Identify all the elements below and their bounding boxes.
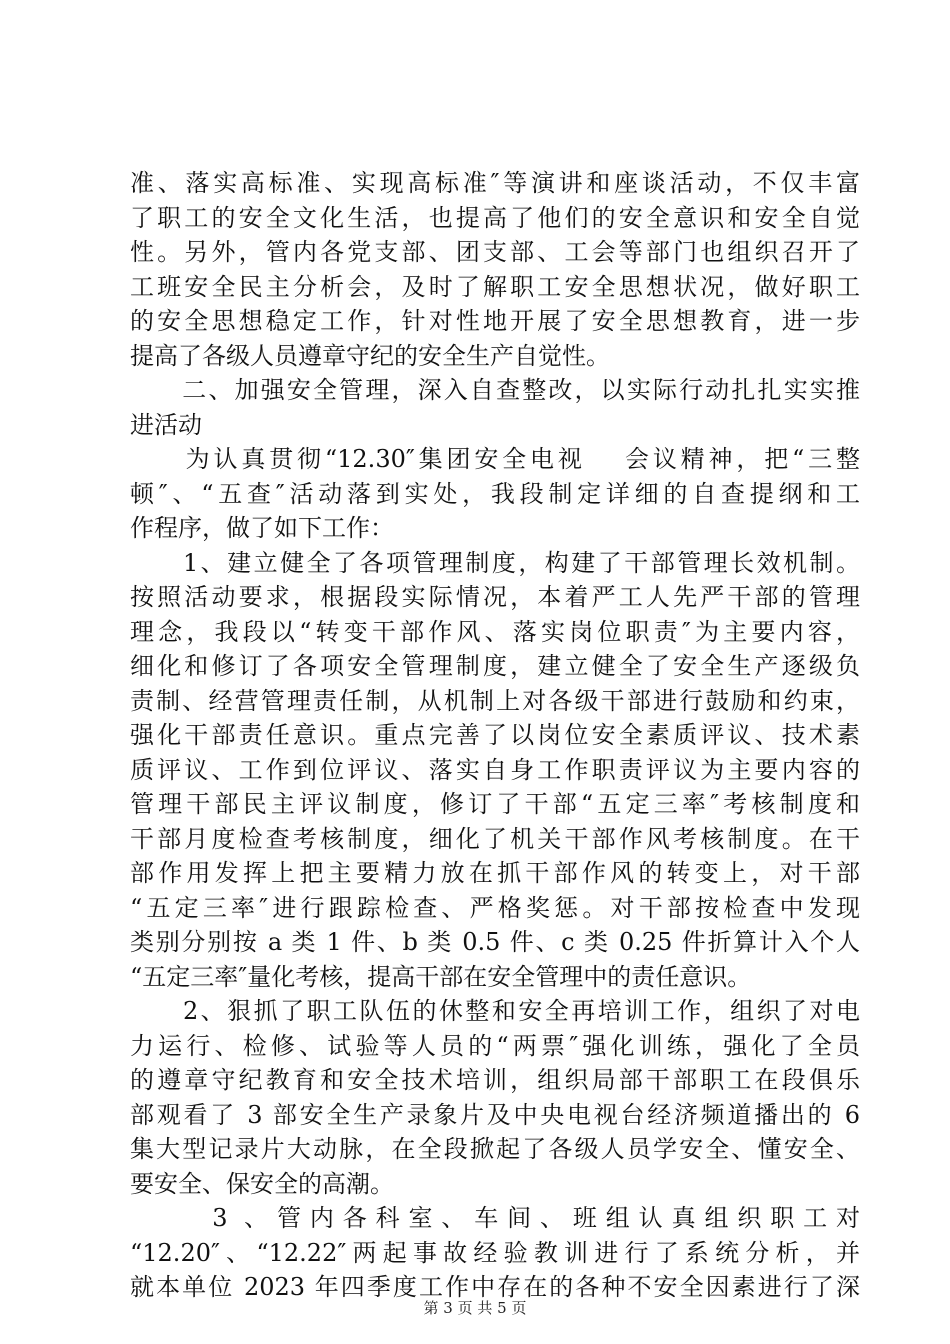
text-line: 作程序，做了如下工作： (130, 514, 394, 542)
text-line: 进活动 (130, 410, 202, 439)
text-line: 3 、管内各科室、车间、班组认真组织职工对 (130, 1204, 860, 1232)
page-footer: 第 3 页 共 5 页 (423, 1299, 527, 1317)
text-line: 准、落实高标准、实现高标准″等演讲和座谈活动，不仅丰富 (130, 169, 860, 197)
text-line: 质评议、工作到位评议、落实自身工作职责评议为主要内容的 (130, 755, 860, 784)
text-line: “12.20″、“12.22″两起事故经验教训进行了系统分析，并 (130, 1238, 860, 1267)
text-line: 提高了各级人员遵章守纪的安全生产自觉性。 (130, 341, 610, 370)
text-line: 为认真贯彻“12.30″集团安全电视 会议精神，把“三整 (130, 445, 860, 473)
text-line: 性。另外，管内各党支部、团支部、工会等部门也组织召开了 (130, 238, 860, 266)
text-line: 顿″、“五查″活动落到实处，我段制定详细的自查提纲和工 (130, 479, 860, 508)
text-line: 就本单位 2023 年四季度工作中存在的各种不安全因素进行了深 (130, 1273, 860, 1301)
text-line: 二、加强安全管理，深入自查整改，以实际行动扎扎实实推 (130, 376, 860, 404)
text-line: 的遵章守纪教育和安全技术培训，组织局部干部职工在段俱乐 (130, 1066, 860, 1094)
text-line: 类别分别按 a 类 1 件、b 类 0.5 件、c 类 0.25 件折算计入个人 (130, 928, 860, 956)
text-line: 1、建立健全了各项管理制度，构建了干部管理长效机制。 (130, 548, 860, 577)
text-line: 部作用发挥上把主要精力放在抓干部作风的转变上，对干部 (130, 859, 860, 887)
text-line: 2、狠抓了职工队伍的休整和安全再培训工作，组织了对电 (130, 997, 860, 1025)
text-line: “五定三率″量化考核，提高干部在安全管理中的责任意识。 (130, 962, 752, 991)
text-line: 力运行、检修、试验等人员的“两票″强化训练，强化了全员 (130, 1031, 860, 1060)
text-line: 的安全思想稳定工作，针对性地开展了安全思想教育，进一步 (130, 307, 860, 335)
text-line: 强化干部责任意识。重点完善了以岗位安全素质评议、技术素 (130, 721, 860, 749)
text-line: 了职工的安全文化生活，也提高了他们的安全意识和安全自觉 (130, 203, 860, 232)
text-line: 按照活动要求，根据段实际情况，本着严工人先严干部的管理 (130, 583, 860, 611)
text-line: 理念，我段以“转变干部作风、落实岗位职责″为主要内容， (130, 617, 860, 646)
text-line: 干部月度检查考核制度，细化了机关干部作风考核制度。在干 (130, 824, 860, 853)
body-text (130, 166, 860, 1305)
text-line: 工班安全民主分析会，及时了解职工安全思想状况，做好职工 (130, 272, 860, 301)
text-line: 管理干部民主评议制度，修订了干部“五定三率″考核制度和 (130, 790, 860, 818)
text-line: 集大型记录片大动脉，在全段掀起了各级人员学安全、懂安全、 (130, 1135, 860, 1163)
text-line: 部观看了 3 部安全生产录象片及中央电视台经济频道播出的 6 (130, 1100, 860, 1129)
text-line: 责制、经营管理责任制，从机制上对各级干部进行鼓励和约束， (130, 686, 860, 715)
text-line: 要安全、保安全的高潮。 (130, 1169, 394, 1198)
text-line: “五定三率″进行跟踪检查、严格奖惩。对干部按检查中发现 (130, 893, 860, 922)
text-line: 细化和修订了各项安全管理制度，建立健全了安全生产逐级负 (130, 652, 860, 680)
